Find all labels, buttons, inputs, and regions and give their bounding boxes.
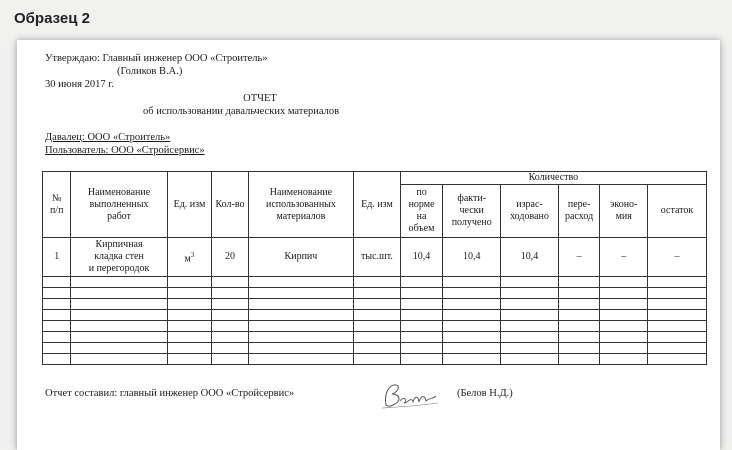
header-norm: по норме на объем [400, 185, 443, 238]
header-unit1: Ед. изм [167, 172, 212, 238]
cell-material: Кирпич [248, 238, 353, 277]
signer-name: (Белов Н.Д.) [457, 388, 513, 399]
header-material: Наименование использованных материалов [248, 172, 353, 238]
report-table [42, 171, 707, 365]
header-spent: израс- ходовано [501, 185, 559, 238]
giver-line: Давалец: ООО «Строитель» [45, 132, 171, 143]
cell-spent: 10,4 [501, 238, 559, 277]
table-row-empty [43, 332, 707, 343]
approval-date: 30 июня 2017 г. [45, 79, 115, 90]
header-qty: Кол-во [212, 172, 248, 238]
cell-qty: 20 [212, 238, 248, 277]
header-remainder: остаток [648, 185, 707, 238]
header-received: факти- чески получено [443, 185, 501, 238]
table-row-empty [43, 343, 707, 354]
cell-unit1: $м^3$ [167, 238, 212, 277]
table-row-empty [43, 321, 707, 332]
signature [378, 381, 444, 411]
cell-overspend: – [558, 238, 600, 277]
header-unit2: Ед. изм [354, 172, 401, 238]
report-subtitle: об использовании давальческих материалов [143, 106, 340, 117]
cell-num: 1 [43, 238, 71, 277]
table-row-empty [43, 310, 707, 321]
table-row-empty [43, 354, 707, 365]
table-row-empty [43, 288, 707, 299]
header-quantity-group: Количество [400, 172, 706, 185]
table-row-empty [43, 299, 707, 310]
sample-label: Образец 2 [14, 10, 90, 27]
compiled-by: Отчет составил: главный инженер ООО «Стройсервис» [45, 388, 295, 399]
table-row-empty [43, 277, 707, 288]
cell-received: 10,4 [443, 238, 501, 277]
user-line: Пользователь: ООО «Стройсервис» [45, 145, 205, 156]
approval-line: Утверждаю: Главный инженер ООО «Строитель» [45, 53, 268, 64]
approver-name: (Голиков В.А.) [117, 66, 183, 77]
report-title: ОТЧЕТ [243, 93, 277, 104]
table-row [43, 238, 707, 277]
header-work: Наименование выполненных работ [71, 172, 167, 238]
cell-economy: – [600, 238, 648, 277]
cell-unit2: тыс.шт. [354, 238, 401, 277]
header-num: № п/п [43, 172, 71, 238]
header-economy: эконо- мия [600, 185, 648, 238]
cell-remainder: – [648, 238, 707, 277]
cell-work: Кирпичная кладка стен и перегородок [71, 238, 167, 277]
cell-norm: 10,4 [400, 238, 443, 277]
header-overspend: пере- расход [558, 185, 600, 238]
